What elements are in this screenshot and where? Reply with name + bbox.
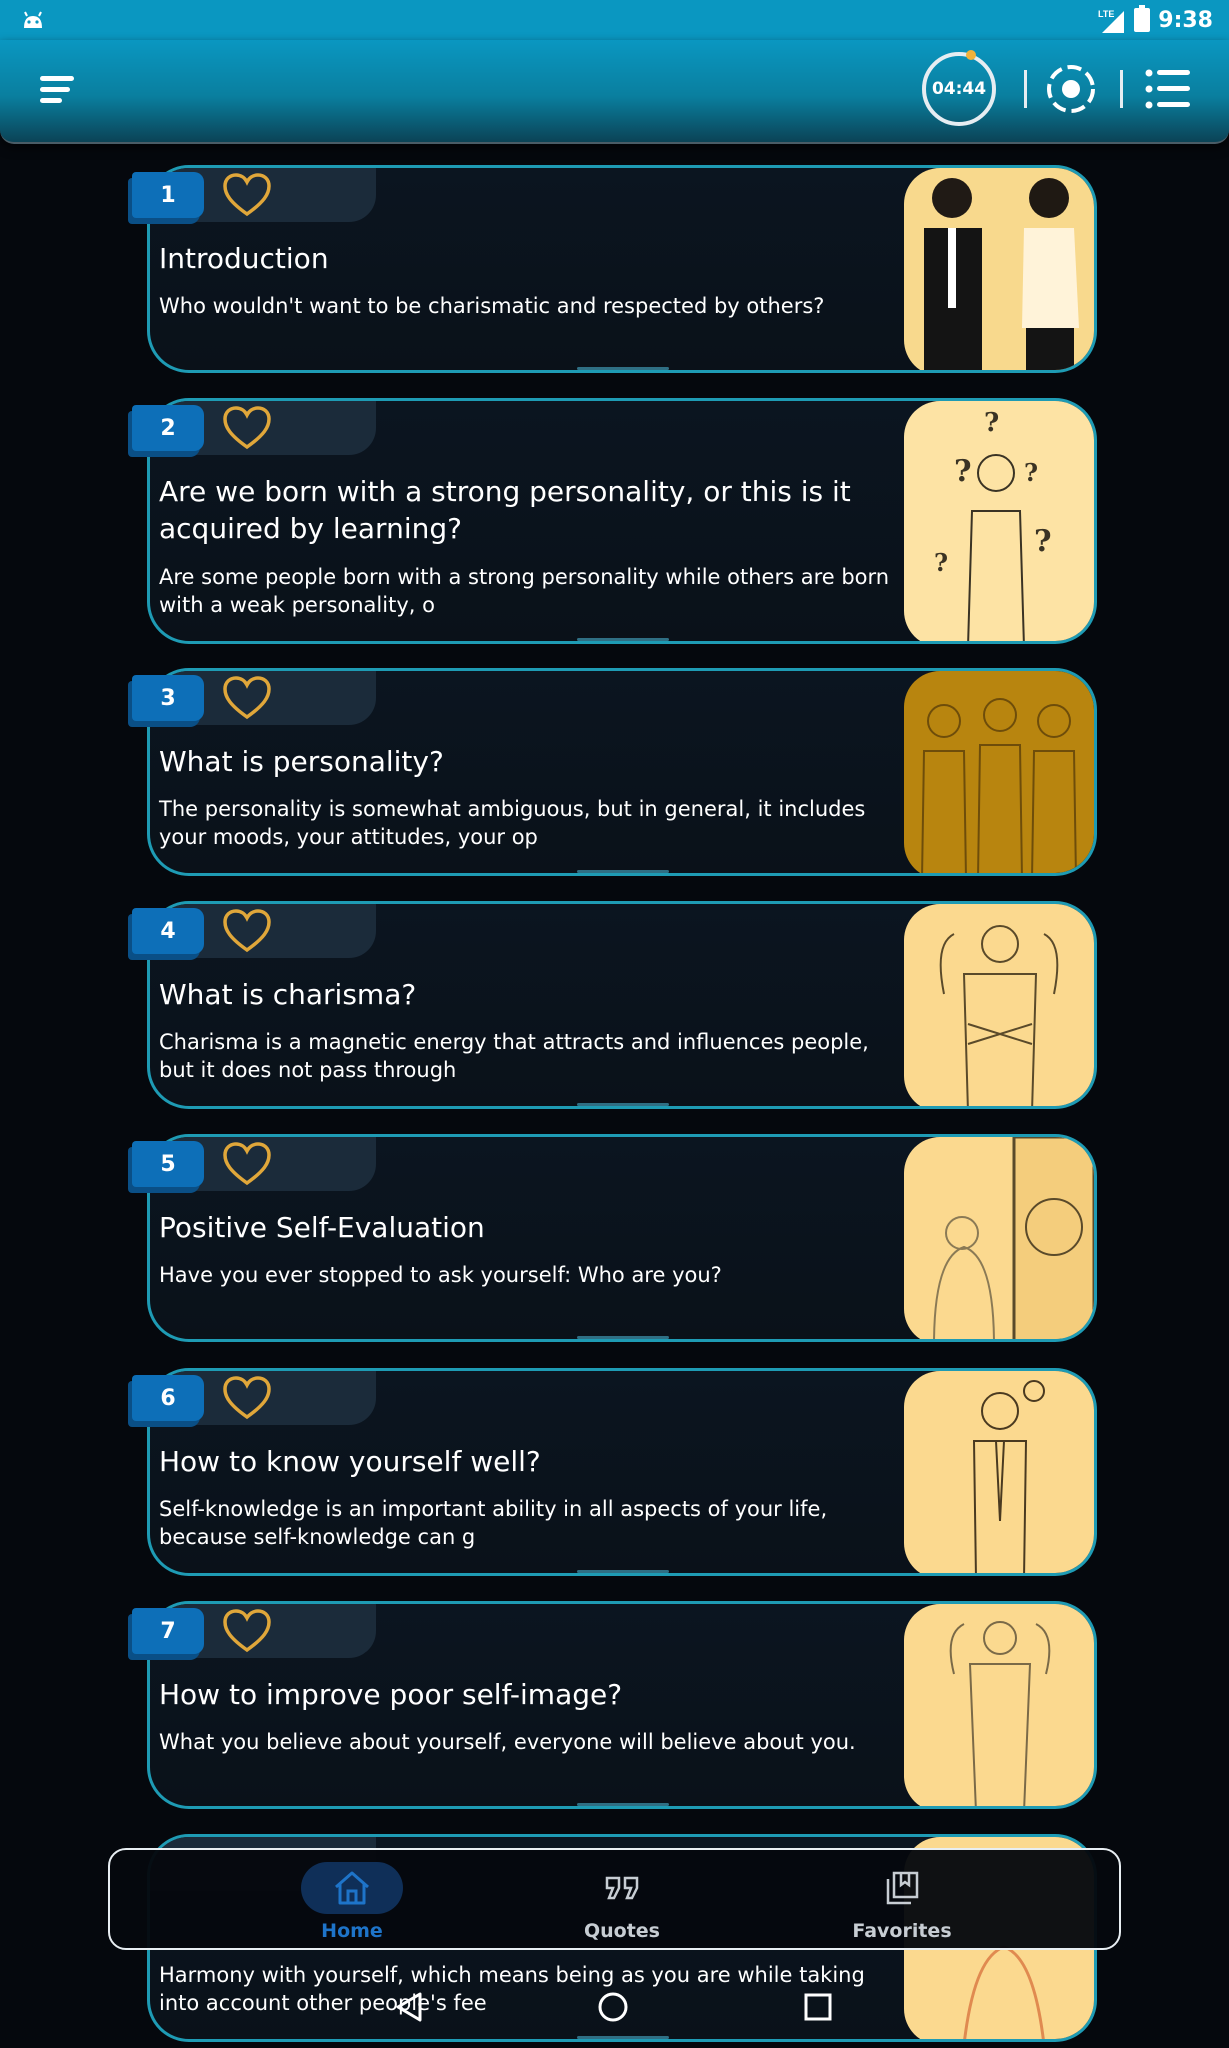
quote-icon: [605, 1876, 639, 1900]
nav-label: Quotes: [583, 1920, 660, 1942]
status-bar: [0, 0, 1229, 40]
card-divider: [577, 1336, 669, 1339]
heart-icon[interactable]: [222, 405, 272, 451]
nav-quotes[interactable]: [552, 1850, 692, 1950]
lesson-number-badge: 1: [132, 172, 204, 218]
lesson-number-badge: 7: [132, 1608, 204, 1654]
heart-icon[interactable]: [222, 1608, 272, 1654]
system-navigation-bar: [0, 1976, 1229, 2048]
svg-text:LTE: LTE: [1098, 9, 1115, 19]
lesson-description: Self-knowledge is an important ability in all aspects of your life, because self-knowledge can g: [159, 1497, 828, 1549]
bottom-navigation: [108, 1848, 1121, 1950]
lte-signal-icon: [1098, 7, 1126, 33]
lesson-number-badge: 4: [132, 908, 204, 954]
menu-icon[interactable]: [38, 70, 78, 110]
lesson-description: Harmony with yourself, which means being as you are while taking into account other people's fee: [159, 1963, 865, 2015]
lesson-description: Who wouldn't want to be charismatic and respected by others?: [159, 294, 825, 318]
lesson-card[interactable]: [147, 1134, 1097, 1342]
android-robot-icon: [22, 10, 44, 30]
recents-icon[interactable]: [802, 1991, 834, 2023]
timer-progress-dot: [966, 50, 976, 60]
heart-icon[interactable]: [222, 1141, 272, 1187]
timer-text: 04:44: [931, 79, 987, 99]
timer-button[interactable]: [922, 52, 996, 126]
lesson-title: How to know yourself well?: [159, 1445, 541, 1478]
lesson-number-badge: 2: [132, 405, 204, 451]
lesson-card[interactable]: [147, 1368, 1097, 1576]
lesson-number-badge: 3: [132, 675, 204, 721]
lesson-description: Charisma is a magnetic energy that attracts and influences people, but it does not pass through: [159, 1030, 869, 1082]
card-divider: [577, 367, 669, 370]
lesson-title: Positive Self-Evaluation: [159, 1211, 485, 1244]
status-time: 9:38: [1158, 7, 1213, 33]
back-icon[interactable]: [392, 1990, 426, 2024]
lesson-title: What is charisma?: [159, 978, 417, 1011]
lesson-title: Introduction: [159, 242, 329, 275]
lesson-description: What you believe about yourself, everyone will believe about you.: [159, 1730, 856, 1754]
card-divider: [577, 1570, 669, 1573]
heart-icon[interactable]: [222, 675, 272, 721]
svg-text:?: ?: [934, 548, 949, 577]
lesson-image: [904, 1604, 1094, 1809]
heart-icon[interactable]: [222, 1375, 272, 1421]
lesson-title: How to improve poor self-image?: [159, 1678, 623, 1711]
nav-label: Home: [321, 1920, 383, 1942]
card-divider: [577, 1803, 669, 1806]
lesson-title: What is personality?: [159, 745, 444, 778]
lesson-description: The personality is somewhat ambiguous, but in general, it includes your moods, your attitudes, your op: [159, 797, 866, 849]
nav-label: Favorites: [852, 1920, 952, 1942]
lesson-image: [904, 401, 1094, 644]
list-icon[interactable]: [1144, 66, 1192, 112]
lesson-card[interactable]: [147, 901, 1097, 1109]
lesson-title: Are we born with a strong personality, or this is it acquired by learning?: [159, 475, 851, 545]
home-pill: [301, 1862, 403, 1914]
lesson-image: [904, 904, 1094, 1109]
svg-text:?: ?: [1024, 458, 1039, 487]
lesson-number-badge: 5: [132, 1141, 204, 1187]
lesson-image: [904, 168, 1094, 373]
heart-icon[interactable]: [222, 908, 272, 954]
home-circle-icon[interactable]: [596, 1990, 630, 2024]
card-divider: [577, 638, 669, 641]
lesson-description: Are some people born with a strong personality while others are born with a weak personality, o: [159, 565, 890, 617]
card-divider: [577, 1103, 669, 1106]
nav-home[interactable]: [282, 1850, 422, 1950]
lesson-image: [904, 671, 1094, 876]
bookmark-stack-icon: [885, 1871, 919, 1905]
nav-favorites[interactable]: [822, 1850, 982, 1950]
lesson-description: Have you ever stopped to ask yourself: Who are you?: [159, 1263, 722, 1287]
lesson-card[interactable]: [147, 1601, 1097, 1809]
lesson-card[interactable]: [147, 668, 1097, 876]
svg-text:?: ?: [1034, 524, 1052, 559]
divider: [1120, 70, 1123, 108]
home-icon: [332, 1869, 372, 1907]
battery-icon: [1134, 8, 1150, 32]
card-divider: [577, 870, 669, 873]
heart-icon[interactable]: [222, 172, 272, 218]
lesson-image: [904, 1137, 1094, 1342]
app-bar: [0, 40, 1229, 144]
divider: [1024, 70, 1027, 108]
svg-text:?: ?: [954, 454, 972, 489]
lesson-card[interactable]: [147, 165, 1097, 373]
lesson-card[interactable]: [147, 398, 1097, 644]
lesson-image: [904, 1371, 1094, 1576]
lesson-number-badge: 6: [132, 1375, 204, 1421]
settings-icon[interactable]: [1044, 62, 1098, 116]
svg-text:?: ?: [984, 408, 1000, 438]
